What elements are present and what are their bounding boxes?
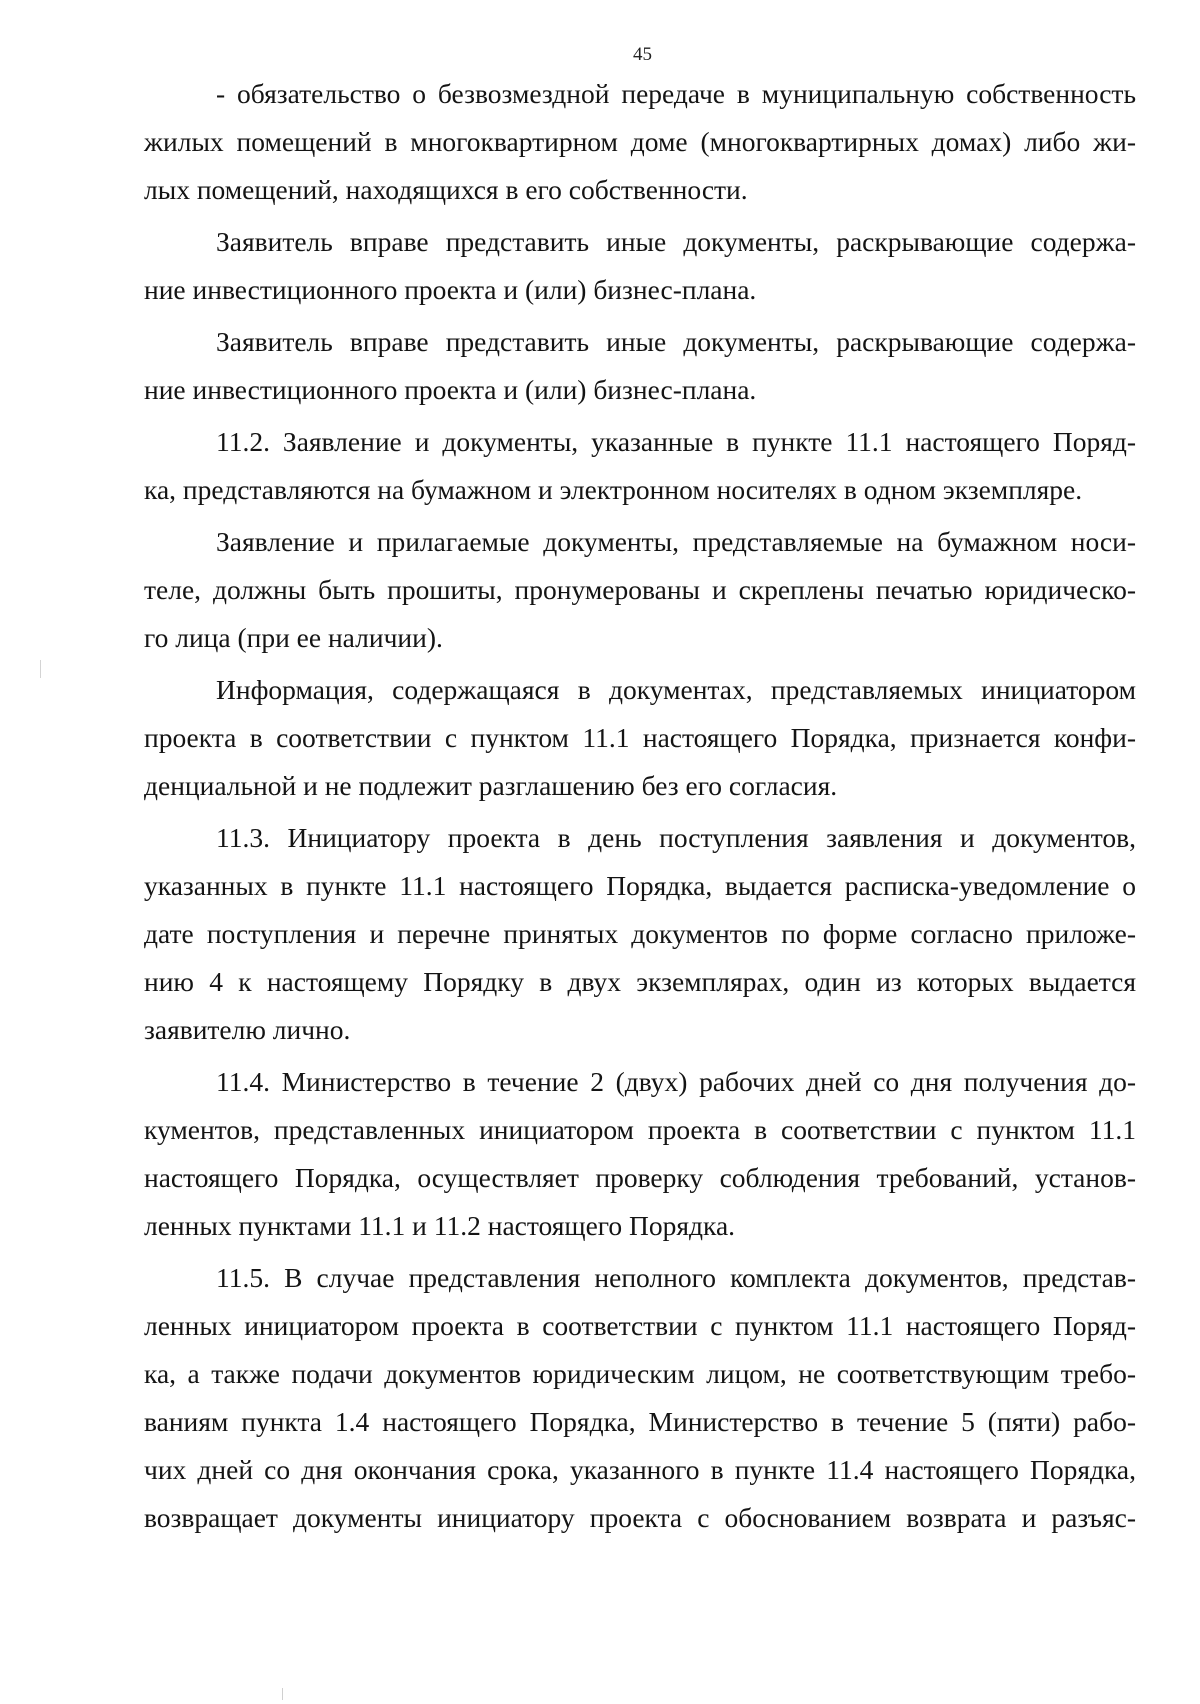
text-line: 11.4. Министерство в течение 2 (двух) рабочих дней со дня получения до-: [216, 1066, 1136, 1097]
text-line: ние инвестиционного проекта и (или) бизнес-плана.: [144, 374, 757, 405]
text-line: 11.2. Заявление и документы, указанные в пункте 11.1 настоящего Поряд-: [216, 426, 1136, 457]
text-line: указанных в пункте 11.1 настоящего Порядка, выдается расписка-уведомление о: [144, 870, 1136, 901]
paragraph-applicant-right-2: [144, 318, 1136, 414]
text-line: проекта в соответствии с пунктом 11.1 настоящего Порядка, признается конфи-: [144, 722, 1136, 753]
text-line: настоящего Порядка, осуществляет проверку соблюдения требований, установ-: [144, 1162, 1136, 1193]
paragraph-obligation: [144, 70, 1136, 214]
text-line: ленных пунктами 11.1 и 11.2 настоящего Порядка.: [144, 1210, 736, 1241]
text-line: Заявление и прилагаемые документы, представляемые на бумажном носи-: [216, 526, 1136, 557]
text-line: Информация, содержащаяся в документах, представляемых инициатором: [216, 674, 1136, 705]
paragraph-paper-requirements: [144, 518, 1136, 662]
document-body: [144, 70, 1136, 1546]
text-line: ка, представляются на бумажном и электронном носителях в одном экземпляре.: [144, 474, 1083, 505]
page-number: 45: [633, 44, 652, 65]
text-line: кументов, представленных инициатором проекта в соответствии с пунктом 11.1: [144, 1114, 1136, 1145]
paragraph-11-2: [144, 418, 1136, 514]
text-line: ка, а также подачи документов юридическим лицом, не соответствующим требо-: [144, 1358, 1136, 1389]
text-line: Заявитель вправе представить иные документы, раскрывающие содержа-: [216, 226, 1136, 257]
text-line: нию 4 к настоящему Порядку в двух экземплярах, один из которых выдается: [144, 966, 1136, 997]
paragraph-11-3: [144, 814, 1136, 1054]
text-line: 11.3. Инициатору проекта в день поступления заявления и документов,: [216, 822, 1136, 853]
paragraph-11-4: [144, 1058, 1136, 1250]
text-line: го лица (при ее наличии).: [144, 622, 443, 653]
text-line: денциальной и не подлежит разглашению без его согласия.: [144, 770, 838, 801]
text-line: жилых помещений в многоквартирном доме (многоквартирных домах) либо жи-: [144, 126, 1136, 157]
paragraph-11-5: [144, 1254, 1136, 1542]
text-line: ние инвестиционного проекта и (или) бизнес-плана.: [144, 274, 757, 305]
paragraph-applicant-right-1: [144, 218, 1136, 314]
text-line: ваниям пункта 1.4 настоящего Порядка, Министерство в течение 5 (пяти) рабо-: [144, 1406, 1136, 1437]
text-line: - обязательство о безвозмездной передаче в муниципальную собственность: [216, 78, 1136, 109]
text-line: чих дней со дня окончания срока, указанного в пункте 11.4 настоящего Порядка,: [144, 1454, 1136, 1485]
text-line: Заявитель вправе представить иные документы, раскрывающие содержа-: [216, 326, 1136, 357]
text-line: ленных инициатором проекта в соответствии с пунктом 11.1 настоящего Поряд-: [144, 1310, 1136, 1341]
text-line: теле, должны быть прошиты, пронумерованы и скреплены печатью юридическо-: [144, 574, 1136, 605]
text-line: заявителю лично.: [144, 1014, 351, 1045]
scan-mark: [282, 1688, 283, 1700]
text-line: 11.5. В случае представления неполного комплекта документов, представ-: [216, 1262, 1136, 1293]
text-line: возвращает документы инициатору проекта с обоснованием возврата и разъяс-: [144, 1502, 1136, 1533]
text-line: лых помещений, находящихся в его собственности.: [144, 174, 748, 205]
paragraph-confidentiality: [144, 666, 1136, 810]
text-line: дате поступления и перечне принятых документов по форме согласно приложе-: [144, 918, 1136, 949]
scan-mark: [40, 660, 41, 678]
